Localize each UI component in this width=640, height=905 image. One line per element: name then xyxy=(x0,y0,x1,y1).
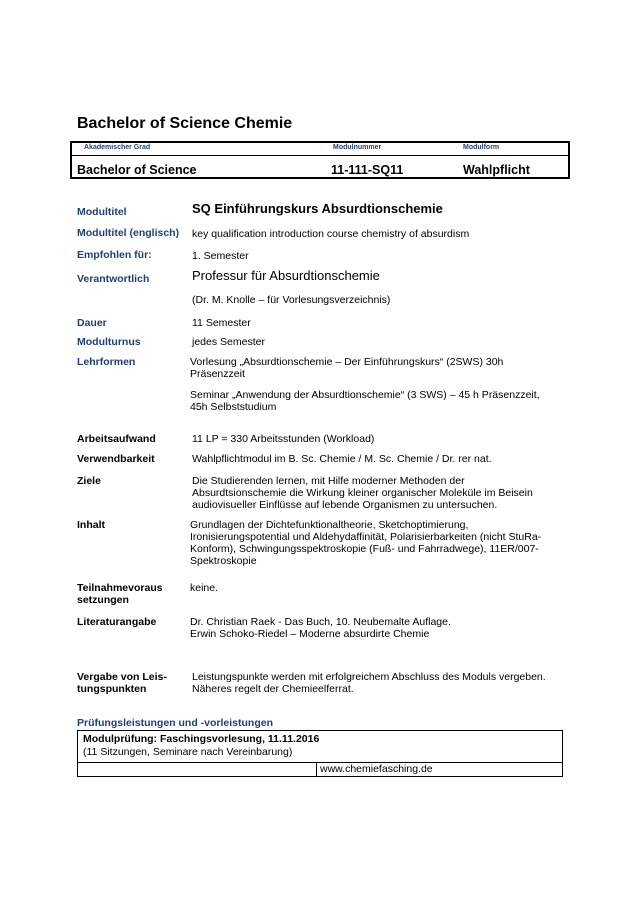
label-teilnahmevoraussetzungen xyxy=(77,582,163,606)
label-literaturangabe: Literaturangabe xyxy=(77,616,157,628)
page-title: Bachelor of Science Chemie xyxy=(77,115,293,132)
lehrformen-line: Präsenzzeit xyxy=(190,368,245,380)
value-verwendbarkeit: Wahlpflichtmodul im B. Sc. Chemie / M. Sc. Chemie / Dr. rer nat. xyxy=(192,453,492,465)
pruefung-box xyxy=(77,730,563,777)
value-akademischer-grad: Bachelor of Science xyxy=(77,163,197,177)
value-lehrformen-vorlesung xyxy=(190,356,503,380)
inhalt-line: Spektroskopie xyxy=(190,555,257,567)
vergabe-line: Näheres regelt der Chemieelferrat. xyxy=(192,683,354,695)
inhalt-line: Grundlagen der Dichtefunktionaltheorie, Sketchoptimierung, xyxy=(190,519,469,531)
label-modulform: Modulform xyxy=(463,144,500,151)
pruefung-line-1: Modulprüfung: Faschingsvorlesung, 11.11.2016 xyxy=(83,733,320,745)
label-line: setzungen xyxy=(77,594,129,606)
pruefung-title: Prüfungsleistungen und -vorleistungen xyxy=(77,717,274,729)
label-line: Vergabe von Leis- xyxy=(77,671,167,683)
inhalt-line: Konform), Schwingungsspektroskopie (Fuß- und Fahrradwege), 11ER/007- xyxy=(190,543,539,555)
pruefung-line-2: (11 Sitzungen, Seminare nach Vereinbarung) xyxy=(83,746,293,758)
value-verantwortlich: Professur für Absurdtionschemie xyxy=(192,268,380,283)
literatur-line: Erwin Schoko-Riedel – Moderne absurdirte Chemie xyxy=(190,628,430,640)
label-modultitel: Modultitel xyxy=(77,206,127,218)
value-modulform: Wahlpflicht xyxy=(463,163,530,177)
lehrformen-line: 45h Selbststudium xyxy=(190,401,277,413)
value-modulnummer: 11-111-SQ11 xyxy=(331,163,404,177)
value-inhalt xyxy=(190,519,541,567)
header-label-bar xyxy=(72,143,568,156)
value-ziele xyxy=(192,475,533,511)
value-empfohlen: 1. Semester xyxy=(192,250,249,262)
value-modultitel: SQ Einführungskurs Absurdtionschemie xyxy=(192,201,443,216)
label-inhalt: Inhalt xyxy=(77,519,105,531)
value-verantwortlich-detail: (Dr. M. Knolle – für Vorlesungsverzeichnis) xyxy=(192,294,391,306)
label-verantwortlich: Verantwortlich xyxy=(77,273,150,285)
label-arbeitsaufwand: Arbeitsaufwand xyxy=(77,433,156,445)
value-lehrformen-seminar xyxy=(190,389,540,413)
lehrformen-line: Vorlesung „Absurdtionschemie – Der Einführungskurs“ (2SWS) 30h xyxy=(190,356,504,368)
lehrformen-line: Seminar „Anwendung der Absurdtionschemie“ (3 SWS) – 45 h Präsenzzeit, xyxy=(190,389,540,401)
label-verwendbarkeit: Verwendbarkeit xyxy=(77,453,155,465)
value-teilnahmevoraussetzungen: keine. xyxy=(190,582,219,594)
label-vergabe xyxy=(77,671,167,695)
pruefung-vertical-divider xyxy=(316,762,317,776)
ziele-line: Die Studierenden lernen, mit Hilfe moderner Methoden der xyxy=(192,475,465,487)
vergabe-line: Leistungspunkte werden mit erfolgreichem Abschluss des Moduls vergeben. xyxy=(192,671,546,683)
value-literaturangabe xyxy=(190,616,451,640)
literatur-line: Dr. Christian Raek - Das Buch, 10. Neubemalte Auflage. xyxy=(190,616,451,628)
label-line: tungspunkten xyxy=(77,683,147,695)
label-modultitel-englisch: Modultitel (englisch) xyxy=(77,227,180,239)
module-header-box xyxy=(70,141,570,179)
label-modulturnus: Modulturnus xyxy=(77,336,141,348)
value-arbeitsaufwand: 11 LP = 330 Arbeitsstunden (Workload) xyxy=(192,433,375,445)
ziele-line: audiovisueller Einflüsse auf lebende Organismen zu untersuchen. xyxy=(192,499,498,511)
label-lehrformen: Lehrformen xyxy=(77,356,136,368)
label-empfohlen: Empfohlen für: xyxy=(77,249,152,261)
value-vergabe xyxy=(192,671,546,695)
label-dauer: Dauer xyxy=(77,317,107,329)
value-modulturnus: jedes Semester xyxy=(192,336,265,348)
label-akademischer-grad: Akademischer Grad xyxy=(84,144,151,151)
value-modultitel-englisch: key qualification introduction course chemistry of absurdism xyxy=(192,228,470,240)
pruefung-url: www.chemiefasching.de xyxy=(320,763,433,775)
value-dauer: 11 Semester xyxy=(192,317,251,329)
ziele-line: Absurdtsionschemie die Wirkung kleiner organischer Moleküle im Beisein xyxy=(192,487,533,499)
inhalt-line: Ironisierungspotential und Aldehydaffinität, Polarisierbarkeiten (nicht StuRa- xyxy=(190,531,542,543)
label-ziele: Ziele xyxy=(77,475,101,487)
label-line: Teilnahmevoraus xyxy=(77,582,163,594)
label-modulnummer: Modulnummer xyxy=(333,144,382,151)
